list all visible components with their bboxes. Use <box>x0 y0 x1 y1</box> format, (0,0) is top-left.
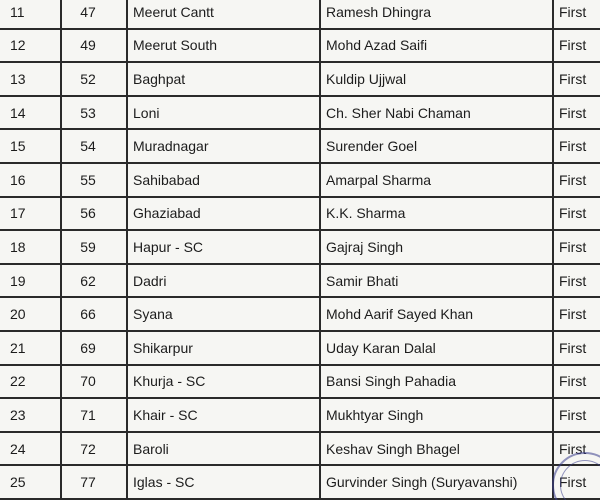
phase-cell: First <box>553 230 600 264</box>
constituency-number-cell: 54 <box>61 129 127 163</box>
table-row <box>0 230 600 264</box>
constituency-number-cell: 72 <box>61 432 127 466</box>
phase-cell: First <box>553 29 600 63</box>
constituency-name-cell: Khair - SC <box>127 398 320 432</box>
candidate-name-cell: Uday Karan Dalal <box>320 331 553 365</box>
table-row <box>0 62 600 96</box>
table-row <box>0 96 600 130</box>
constituency-number-cell: 55 <box>61 163 127 197</box>
serial-number-cell: 16 <box>0 163 61 197</box>
candidate-name-cell: Bansi Singh Pahadia <box>320 365 553 399</box>
phase-cell: First <box>553 432 600 466</box>
serial-number-cell: 14 <box>0 96 61 130</box>
constituency-name-cell: Ghaziabad <box>127 197 320 231</box>
constituency-number-cell: 47 <box>61 0 127 29</box>
phase-cell: First <box>553 0 600 29</box>
phase-cell: First <box>553 264 600 298</box>
phase-cell: First <box>553 465 600 499</box>
serial-number-cell: 13 <box>0 62 61 96</box>
serial-number-cell: 15 <box>0 129 61 163</box>
constituency-name-cell: Meerut Cantt <box>127 0 320 29</box>
phase-cell: First <box>553 62 600 96</box>
candidate-name-cell: Mukhtyar Singh <box>320 398 553 432</box>
constituency-name-cell: Loni <box>127 96 320 130</box>
phase-cell: First <box>553 398 600 432</box>
constituency-number-cell: 69 <box>61 331 127 365</box>
constituency-number-cell: 53 <box>61 96 127 130</box>
candidate-name-cell: Gurvinder Singh (Suryavanshi) <box>320 465 553 499</box>
constituency-name-cell: Hapur - SC <box>127 230 320 264</box>
table-row <box>0 163 600 197</box>
constituency-name-cell: Sahibabad <box>127 163 320 197</box>
serial-number-cell: 21 <box>0 331 61 365</box>
serial-number-cell: 17 <box>0 197 61 231</box>
table-row <box>0 129 600 163</box>
constituency-name-cell: Meerut South <box>127 29 320 63</box>
constituency-number-cell: 62 <box>61 264 127 298</box>
phase-cell: First <box>553 365 600 399</box>
table-row <box>0 432 600 466</box>
constituency-number-cell: 56 <box>61 197 127 231</box>
phase-cell: First <box>553 96 600 130</box>
candidate-name-cell: Ch. Sher Nabi Chaman <box>320 96 553 130</box>
table-row <box>0 297 600 331</box>
phase-cell: First <box>553 331 600 365</box>
serial-number-cell: 23 <box>0 398 61 432</box>
constituency-name-cell: Syana <box>127 297 320 331</box>
table-row <box>0 465 600 499</box>
constituency-name-cell: Khurja - SC <box>127 365 320 399</box>
constituency-name-cell: Baghpat <box>127 62 320 96</box>
serial-number-cell: 22 <box>0 365 61 399</box>
candidate-name-cell: Mohd Azad Saifi <box>320 29 553 63</box>
constituency-name-cell: Baroli <box>127 432 320 466</box>
serial-number-cell: 18 <box>0 230 61 264</box>
table-row <box>0 0 600 29</box>
constituency-number-cell: 70 <box>61 365 127 399</box>
candidate-name-cell: Gajraj Singh <box>320 230 553 264</box>
table-row <box>0 29 600 63</box>
candidate-name-cell: K.K. Sharma <box>320 197 553 231</box>
phase-cell: First <box>553 297 600 331</box>
serial-number-cell: 12 <box>0 29 61 63</box>
constituency-number-cell: 77 <box>61 465 127 499</box>
table-row <box>0 197 600 231</box>
constituency-number-cell: 71 <box>61 398 127 432</box>
constituency-name-cell: Shikarpur <box>127 331 320 365</box>
candidate-name-cell: Kuldip Ujjwal <box>320 62 553 96</box>
phase-cell: First <box>553 163 600 197</box>
constituency-number-cell: 59 <box>61 230 127 264</box>
candidate-name-cell: Amarpal Sharma <box>320 163 553 197</box>
constituency-name-cell: Muradnagar <box>127 129 320 163</box>
candidate-name-cell: Keshav Singh Bhagel <box>320 432 553 466</box>
phase-cell: First <box>553 197 600 231</box>
candidate-name-cell: Samir Bhati <box>320 264 553 298</box>
candidate-name-cell: Surender Goel <box>320 129 553 163</box>
constituency-number-cell: 66 <box>61 297 127 331</box>
table-row <box>0 331 600 365</box>
constituency-name-cell: Dadri <box>127 264 320 298</box>
serial-number-cell: 25 <box>0 465 61 499</box>
table-row <box>0 264 600 298</box>
constituency-number-cell: 52 <box>61 62 127 96</box>
serial-number-cell: 20 <box>0 297 61 331</box>
table-row <box>0 398 600 432</box>
candidate-name-cell: Ramesh Dhingra <box>320 0 553 29</box>
phase-cell: First <box>553 129 600 163</box>
constituency-name-cell: Iglas - SC <box>127 465 320 499</box>
serial-number-cell: 19 <box>0 264 61 298</box>
serial-number-cell: 11 <box>0 0 61 29</box>
constituency-number-cell: 49 <box>61 29 127 63</box>
candidate-name-cell: Mohd Aarif Sayed Khan <box>320 297 553 331</box>
serial-number-cell: 24 <box>0 432 61 466</box>
table-row <box>0 365 600 399</box>
